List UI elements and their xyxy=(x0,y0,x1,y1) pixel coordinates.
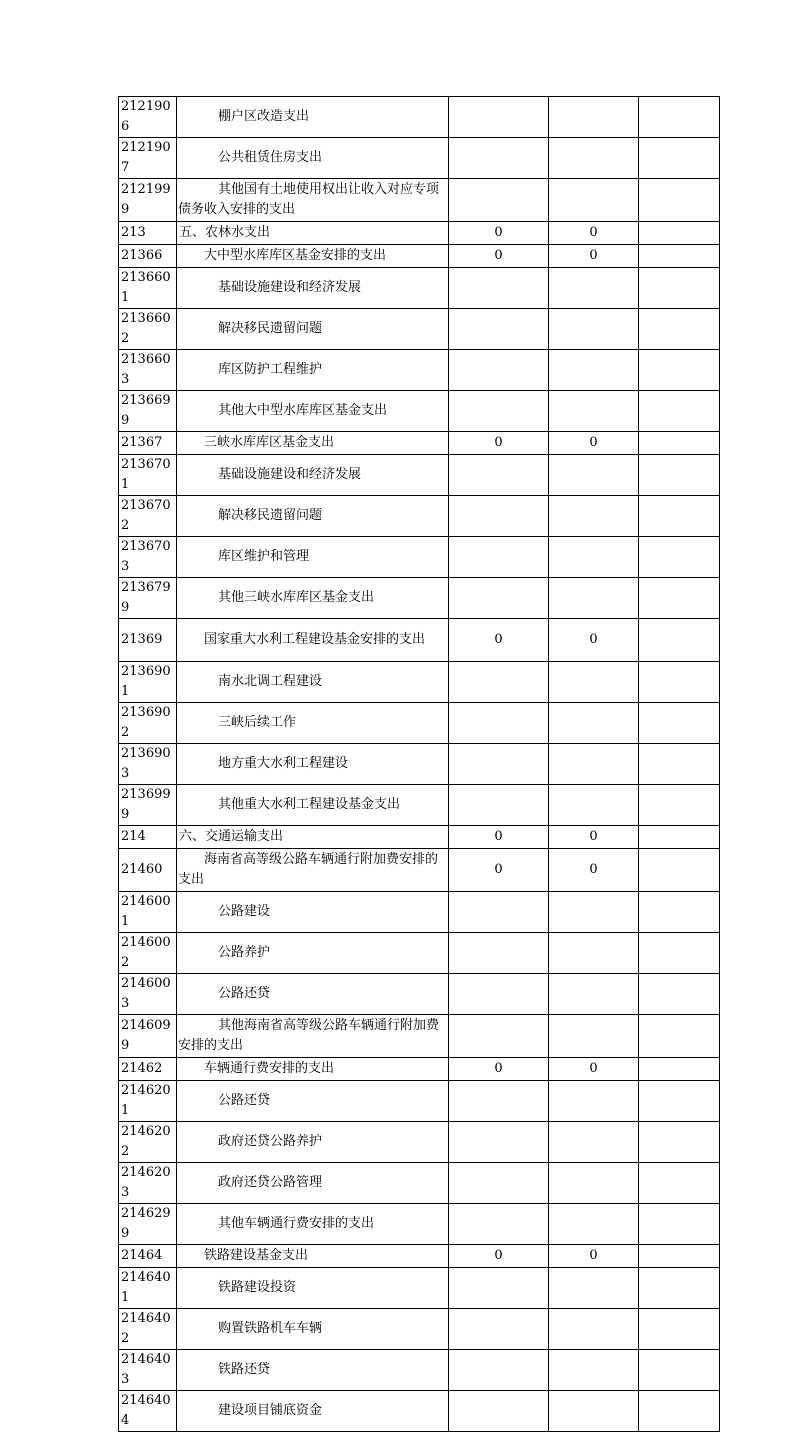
amount-cell-1 xyxy=(449,97,549,138)
amount-cell-3 xyxy=(639,1204,720,1245)
subject-code-cell: 2146002 xyxy=(119,933,177,974)
amount-cell-2 xyxy=(549,892,639,933)
subject-name-cell: 政府还贷公路管理 xyxy=(177,1163,449,1204)
amount-cell-3 xyxy=(639,1163,720,1204)
amount-cell-1 xyxy=(449,744,549,785)
subject-code-cell: 21367 xyxy=(119,432,177,455)
amount-cell-3 xyxy=(639,662,720,703)
amount-cell-3 xyxy=(639,933,720,974)
amount-cell-1: 0 xyxy=(449,1058,549,1081)
amount-cell-1 xyxy=(449,662,549,703)
subject-name-cell: 铁路还贷 xyxy=(177,1350,449,1391)
subject-name-cell: 购置铁路机车车辆 xyxy=(177,1309,449,1350)
amount-cell-1 xyxy=(449,537,549,578)
amount-cell-3 xyxy=(639,744,720,785)
subject-code-cell: 2136901 xyxy=(119,662,177,703)
table-row xyxy=(119,1391,720,1432)
amount-cell-1 xyxy=(449,350,549,391)
subject-code-cell: 2146299 xyxy=(119,1204,177,1245)
table-row xyxy=(119,222,720,245)
amount-cell-2 xyxy=(549,179,639,222)
subject-name-cell: 铁路建设投资 xyxy=(177,1268,449,1309)
amount-cell-3 xyxy=(639,222,720,245)
amount-cell-3 xyxy=(639,1122,720,1163)
amount-cell-2 xyxy=(549,97,639,138)
table-row xyxy=(119,826,720,849)
table-row xyxy=(119,1015,720,1058)
amount-cell-1: 0 xyxy=(449,222,549,245)
table-row xyxy=(119,1163,720,1204)
table-row xyxy=(119,179,720,222)
table-row xyxy=(119,892,720,933)
amount-cell-1 xyxy=(449,138,549,179)
amount-cell-3 xyxy=(639,97,720,138)
amount-cell-2 xyxy=(549,309,639,350)
amount-cell-2: 0 xyxy=(549,1058,639,1081)
table-row xyxy=(119,703,720,744)
subject-name-cell: 国家重大水利工程建设基金安排的支出 xyxy=(177,619,449,662)
subject-name-cell: 公路还贷 xyxy=(177,1081,449,1122)
amount-cell-2 xyxy=(549,350,639,391)
table-row xyxy=(119,849,720,892)
table-row xyxy=(119,662,720,703)
table-body xyxy=(119,97,720,1432)
subject-name-cell: 铁路建设基金支出 xyxy=(177,1245,449,1268)
amount-cell-2: 0 xyxy=(549,826,639,849)
amount-cell-3 xyxy=(639,1245,720,1268)
amount-cell-3 xyxy=(639,268,720,309)
subject-name-cell: 其他海南省高等级公路车辆通行附加费安排的支出 xyxy=(177,1015,449,1058)
amount-cell-1: 0 xyxy=(449,432,549,455)
subject-name-cell: 五、农林水支出 xyxy=(177,222,449,245)
budget-expenditure-table xyxy=(118,96,720,1432)
amount-cell-2: 0 xyxy=(549,619,639,662)
subject-name-cell: 公路还贷 xyxy=(177,974,449,1015)
table-row xyxy=(119,744,720,785)
amount-cell-3 xyxy=(639,619,720,662)
amount-cell-2 xyxy=(549,1122,639,1163)
amount-cell-3 xyxy=(639,974,720,1015)
subject-name-cell: 其他三峡水库库区基金支出 xyxy=(177,578,449,619)
table-row xyxy=(119,268,720,309)
amount-cell-3 xyxy=(639,1350,720,1391)
subject-code-cell: 21369 xyxy=(119,619,177,662)
table-row xyxy=(119,1058,720,1081)
amount-cell-3 xyxy=(639,1391,720,1432)
subject-code-cell: 2121906 xyxy=(119,97,177,138)
subject-code-cell: 2136701 xyxy=(119,455,177,496)
amount-cell-2 xyxy=(549,537,639,578)
amount-cell-3 xyxy=(639,849,720,892)
amount-cell-3 xyxy=(639,537,720,578)
amount-cell-2 xyxy=(549,1081,639,1122)
subject-name-cell: 棚户区改造支出 xyxy=(177,97,449,138)
amount-cell-2 xyxy=(549,391,639,432)
table-row xyxy=(119,578,720,619)
amount-cell-3 xyxy=(639,391,720,432)
subject-name-cell: 解决移民遗留问题 xyxy=(177,309,449,350)
table-row xyxy=(119,1268,720,1309)
amount-cell-1 xyxy=(449,933,549,974)
amount-cell-1 xyxy=(449,268,549,309)
amount-cell-1 xyxy=(449,1350,549,1391)
subject-code-cell: 2136999 xyxy=(119,785,177,826)
subject-name-cell: 建设项目铺底资金 xyxy=(177,1391,449,1432)
amount-cell-3 xyxy=(639,350,720,391)
table-row xyxy=(119,974,720,1015)
subject-code-cell: 2146003 xyxy=(119,974,177,1015)
amount-cell-3 xyxy=(639,785,720,826)
table-row xyxy=(119,350,720,391)
subject-name-cell: 其他车辆通行费安排的支出 xyxy=(177,1204,449,1245)
subject-code-cell: 2136699 xyxy=(119,391,177,432)
amount-cell-1 xyxy=(449,1391,549,1432)
amount-cell-2 xyxy=(549,455,639,496)
amount-cell-3 xyxy=(639,432,720,455)
amount-cell-3 xyxy=(639,1058,720,1081)
amount-cell-1 xyxy=(449,703,549,744)
amount-cell-3 xyxy=(639,578,720,619)
subject-code-cell: 21464 xyxy=(119,1245,177,1268)
amount-cell-1 xyxy=(449,1122,549,1163)
subject-name-cell: 南水北调工程建设 xyxy=(177,662,449,703)
subject-name-cell: 库区维护和管理 xyxy=(177,537,449,578)
amount-cell-1 xyxy=(449,974,549,1015)
subject-code-cell: 213 xyxy=(119,222,177,245)
amount-cell-1 xyxy=(449,1015,549,1058)
amount-cell-2: 0 xyxy=(549,849,639,892)
subject-code-cell: 2136702 xyxy=(119,496,177,537)
amount-cell-2 xyxy=(549,138,639,179)
table-row xyxy=(119,1245,720,1268)
amount-cell-2 xyxy=(549,703,639,744)
table-row xyxy=(119,455,720,496)
subject-code-cell: 2136703 xyxy=(119,537,177,578)
subject-code-cell: 2146203 xyxy=(119,1163,177,1204)
amount-cell-2: 0 xyxy=(549,222,639,245)
amount-cell-1: 0 xyxy=(449,826,549,849)
subject-code-cell: 21366 xyxy=(119,245,177,268)
subject-code-cell: 2146202 xyxy=(119,1122,177,1163)
amount-cell-3 xyxy=(639,1015,720,1058)
subject-name-cell: 其他国有土地使用权出让收入对应专项债务收入安排的支出 xyxy=(177,179,449,222)
amount-cell-3 xyxy=(639,455,720,496)
amount-cell-3 xyxy=(639,1309,720,1350)
subject-code-cell: 2146001 xyxy=(119,892,177,933)
amount-cell-2 xyxy=(549,496,639,537)
amount-cell-2 xyxy=(549,1163,639,1204)
subject-name-cell: 三峡后续工作 xyxy=(177,703,449,744)
subject-code-cell: 2146402 xyxy=(119,1309,177,1350)
table-row xyxy=(119,619,720,662)
amount-cell-2 xyxy=(549,1350,639,1391)
amount-cell-3 xyxy=(639,703,720,744)
amount-cell-1 xyxy=(449,391,549,432)
amount-cell-1 xyxy=(449,1163,549,1204)
amount-cell-1 xyxy=(449,785,549,826)
amount-cell-3 xyxy=(639,138,720,179)
table-row xyxy=(119,309,720,350)
amount-cell-2 xyxy=(549,974,639,1015)
table-row xyxy=(119,933,720,974)
amount-cell-2 xyxy=(549,578,639,619)
amount-cell-2: 0 xyxy=(549,1245,639,1268)
subject-code-cell: 2146404 xyxy=(119,1391,177,1432)
subject-code-cell: 2136902 xyxy=(119,703,177,744)
amount-cell-2 xyxy=(549,785,639,826)
amount-cell-1: 0 xyxy=(449,619,549,662)
subject-code-cell: 2136903 xyxy=(119,744,177,785)
subject-name-cell: 三峡水库库区基金支出 xyxy=(177,432,449,455)
table-row xyxy=(119,1122,720,1163)
table-row xyxy=(119,1204,720,1245)
subject-code-cell: 2146201 xyxy=(119,1081,177,1122)
subject-code-cell: 2121907 xyxy=(119,138,177,179)
table-row xyxy=(119,432,720,455)
table-row xyxy=(119,1350,720,1391)
subject-name-cell: 公路建设 xyxy=(177,892,449,933)
amount-cell-3 xyxy=(639,496,720,537)
subject-code-cell: 2136602 xyxy=(119,309,177,350)
amount-cell-2 xyxy=(549,933,639,974)
amount-cell-2 xyxy=(549,1391,639,1432)
amount-cell-1 xyxy=(449,1268,549,1309)
subject-name-cell: 地方重大水利工程建设 xyxy=(177,744,449,785)
amount-cell-1 xyxy=(449,179,549,222)
amount-cell-1: 0 xyxy=(449,849,549,892)
amount-cell-1 xyxy=(449,1309,549,1350)
table-row xyxy=(119,1309,720,1350)
subject-code-cell: 2121999 xyxy=(119,179,177,222)
amount-cell-2: 0 xyxy=(549,432,639,455)
table-row xyxy=(119,138,720,179)
amount-cell-1 xyxy=(449,455,549,496)
subject-name-cell: 基础设施建设和经济发展 xyxy=(177,455,449,496)
amount-cell-3 xyxy=(639,309,720,350)
amount-cell-1: 0 xyxy=(449,1245,549,1268)
amount-cell-2 xyxy=(549,744,639,785)
subject-name-cell: 其他大中型水库库区基金支出 xyxy=(177,391,449,432)
subject-code-cell: 2136799 xyxy=(119,578,177,619)
amount-cell-3 xyxy=(639,245,720,268)
amount-cell-2 xyxy=(549,1015,639,1058)
subject-code-cell: 214 xyxy=(119,826,177,849)
table-row xyxy=(119,97,720,138)
subject-name-cell: 政府还贷公路养护 xyxy=(177,1122,449,1163)
table-row xyxy=(119,391,720,432)
amount-cell-2: 0 xyxy=(549,245,639,268)
subject-code-cell: 2146403 xyxy=(119,1350,177,1391)
subject-code-cell: 2146401 xyxy=(119,1268,177,1309)
table-row xyxy=(119,1081,720,1122)
subject-name-cell: 车辆通行费安排的支出 xyxy=(177,1058,449,1081)
amount-cell-1 xyxy=(449,1204,549,1245)
amount-cell-2 xyxy=(549,662,639,703)
subject-name-cell: 库区防护工程维护 xyxy=(177,350,449,391)
subject-name-cell: 基础设施建设和经济发展 xyxy=(177,268,449,309)
amount-cell-1 xyxy=(449,892,549,933)
table-row xyxy=(119,537,720,578)
amount-cell-3 xyxy=(639,1268,720,1309)
amount-cell-3 xyxy=(639,826,720,849)
subject-code-cell: 2146099 xyxy=(119,1015,177,1058)
subject-code-cell: 2136601 xyxy=(119,268,177,309)
subject-code-cell: 21462 xyxy=(119,1058,177,1081)
amount-cell-1 xyxy=(449,309,549,350)
amount-cell-3 xyxy=(639,892,720,933)
subject-name-cell: 公路养护 xyxy=(177,933,449,974)
amount-cell-1 xyxy=(449,496,549,537)
amount-cell-2 xyxy=(549,1309,639,1350)
amount-cell-2 xyxy=(549,1204,639,1245)
subject-name-cell: 大中型水库库区基金安排的支出 xyxy=(177,245,449,268)
subject-name-cell: 公共租赁住房支出 xyxy=(177,138,449,179)
amount-cell-2 xyxy=(549,268,639,309)
subject-name-cell: 其他重大水利工程建设基金支出 xyxy=(177,785,449,826)
subject-code-cell: 21460 xyxy=(119,849,177,892)
subject-name-cell: 海南省高等级公路车辆通行附加费安排的支出 xyxy=(177,849,449,892)
table-row xyxy=(119,245,720,268)
subject-name-cell: 六、交通运输支出 xyxy=(177,826,449,849)
amount-cell-3 xyxy=(639,1081,720,1122)
subject-code-cell: 2136603 xyxy=(119,350,177,391)
amount-cell-3 xyxy=(639,179,720,222)
table-row xyxy=(119,496,720,537)
table-row xyxy=(119,785,720,826)
amount-cell-1: 0 xyxy=(449,245,549,268)
amount-cell-1 xyxy=(449,1081,549,1122)
amount-cell-1 xyxy=(449,578,549,619)
amount-cell-2 xyxy=(549,1268,639,1309)
subject-name-cell: 解决移民遗留问题 xyxy=(177,496,449,537)
